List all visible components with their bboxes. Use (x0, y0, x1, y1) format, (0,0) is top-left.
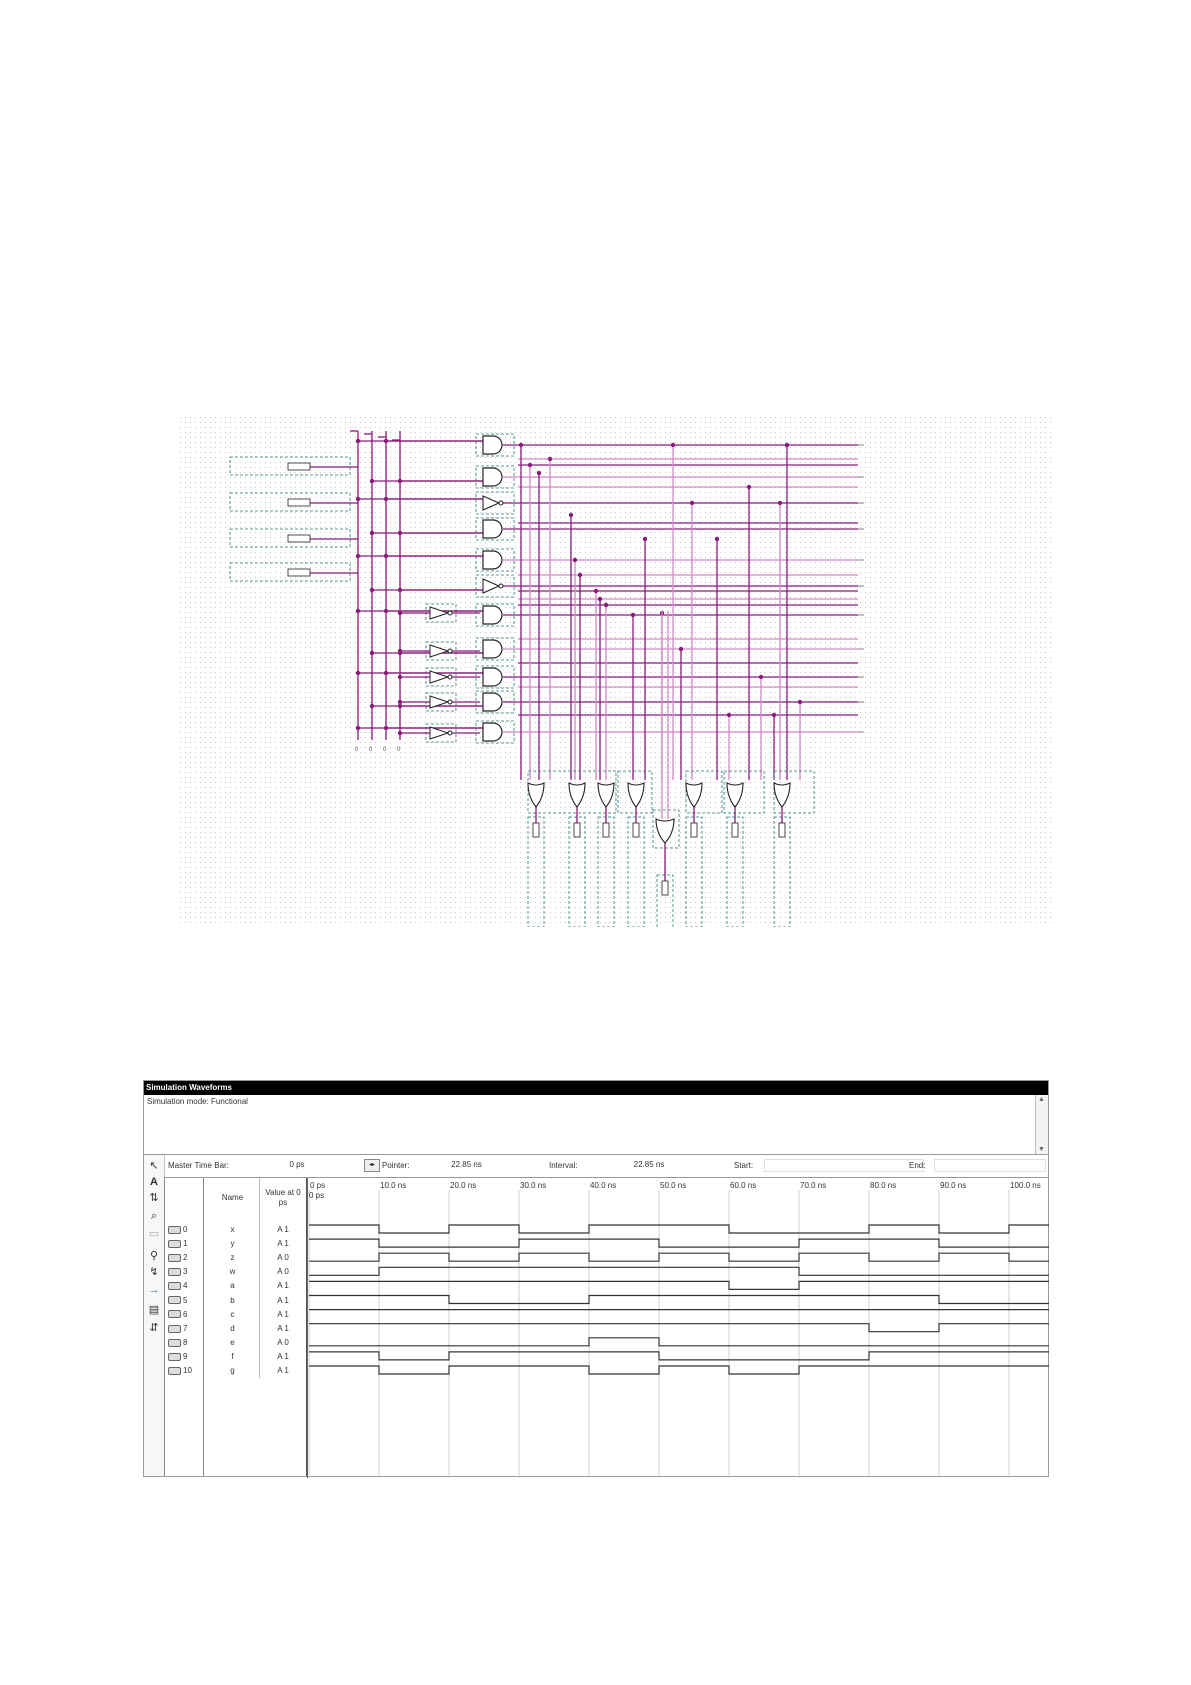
inversion-bubble-icon (448, 700, 452, 704)
junction-dot (578, 573, 582, 577)
signal-index: 2 (183, 1253, 188, 1263)
inversion-bubble-icon (448, 611, 452, 615)
circuit-schematic (178, 415, 1054, 927)
scroll-up-icon[interactable]: ▲ (1038, 1096, 1045, 1103)
time-tick-label: 60.0 ns (730, 1181, 757, 1190)
signal-row-id[interactable] (168, 1322, 204, 1336)
end-label: End: (909, 1161, 926, 1170)
junction-dot (747, 485, 751, 489)
inversion-bubble-icon (448, 675, 452, 679)
selection-tool-icon[interactable]: ↖ (149, 1160, 159, 1172)
input-node-icon (168, 1226, 181, 1234)
time-tick-label: 50.0 ns (660, 1181, 687, 1190)
insert-node-icon[interactable]: ▤ (148, 1304, 160, 1316)
junction-dot (537, 471, 541, 475)
find-icon[interactable]: ⚲ (149, 1250, 159, 1262)
junction-dot (679, 647, 683, 651)
input-node-icon (168, 1282, 181, 1290)
output-pin-icon (574, 823, 580, 837)
time-tick-label: 90.0 ns (940, 1181, 967, 1190)
junction-dot (594, 589, 598, 593)
junction-dot (778, 501, 782, 505)
signal-name[interactable]: d (230, 1323, 235, 1333)
time-tick-label: 40.0 ns (590, 1181, 617, 1190)
input-node-icon (168, 1310, 181, 1318)
junction-dot (528, 463, 532, 467)
signal-value: A 1 (277, 1309, 289, 1319)
junction-dot (715, 537, 719, 541)
junction-dot (398, 704, 402, 708)
interval-value: 22.85 ns (594, 1159, 704, 1172)
signal-name[interactable]: b (230, 1295, 235, 1305)
waveform-d (309, 1324, 1049, 1332)
junction-dot (772, 713, 776, 717)
scroll-down-icon[interactable]: ▼ (1038, 1146, 1045, 1153)
junction-dot (398, 651, 402, 655)
waveform-edit-icon[interactable]: ⇅ (149, 1192, 159, 1204)
junction-dot (356, 554, 360, 558)
signal-value: A 1 (277, 1351, 289, 1361)
time-tick-label: 100.0 ns (1010, 1181, 1041, 1190)
and-gate-icon (483, 551, 502, 569)
assign-value-icon[interactable]: → (148, 1284, 160, 1296)
junction-dot (384, 497, 388, 501)
interval-label: Interval: (549, 1161, 578, 1170)
input-node-icon (168, 1353, 181, 1361)
simulation-waveforms-window (143, 1080, 1049, 1477)
inversion-bubble-icon (499, 501, 503, 505)
waveform-e (309, 1338, 1049, 1346)
signal-row-id[interactable] (168, 1279, 204, 1293)
signal-name[interactable]: x (230, 1225, 235, 1234)
signal-index: 8 (183, 1337, 188, 1347)
pointer-label: Pointer: (382, 1161, 410, 1170)
and-gate-icon (483, 520, 502, 538)
waveform-g (309, 1366, 1049, 1374)
window-title: Simulation Waveforms (144, 1081, 1048, 1095)
junction-dot (370, 651, 374, 655)
and-gate-icon (483, 668, 502, 686)
signal-value: A 1 (277, 1239, 289, 1249)
junction-dot (370, 704, 374, 708)
junction-dot (631, 613, 635, 617)
signal-value: A 0 (277, 1267, 289, 1277)
signal-name[interactable]: f (231, 1351, 234, 1361)
origin-time-label: 0 ps (309, 1191, 325, 1200)
full-screen-icon[interactable]: ▭ (148, 1228, 160, 1240)
toolbar-divider (164, 1178, 165, 1476)
input-bus-label: 0 (355, 747, 359, 753)
time-tick-label: 10.0 ns (380, 1181, 407, 1190)
junction-dot (356, 439, 360, 443)
time-tick-label: 0 ps (310, 1181, 326, 1190)
signal-name[interactable]: c (230, 1309, 235, 1319)
waveform-gridlines (307, 1178, 1009, 1478)
junction-dot (356, 497, 360, 501)
and-gate-icon (483, 640, 502, 658)
waveform-w (309, 1267, 1049, 1275)
output-pin-icon (779, 823, 785, 837)
waveform-y (309, 1239, 1049, 1247)
zoom-tool-icon[interactable]: ⌕ (150, 1210, 158, 1222)
junction-dot (398, 731, 402, 735)
signal-index: 3 (183, 1267, 188, 1277)
text-tool-icon[interactable]: A (150, 1176, 158, 1188)
junction-dot (398, 700, 402, 704)
output-pin-icon (662, 881, 668, 895)
and-gate-icon (483, 468, 502, 486)
junction-dot (548, 457, 552, 461)
signal-value: A 1 (277, 1281, 289, 1291)
signal-name[interactable]: a (230, 1281, 235, 1291)
time-scale (310, 1181, 1041, 1190)
signal-index: 4 (183, 1281, 188, 1291)
value-column-header[interactable]: Value at 0 ps (265, 1187, 301, 1207)
signal-index: 6 (183, 1309, 188, 1319)
junction-dot (398, 479, 402, 483)
signal-value: A 0 (277, 1337, 289, 1347)
and-gate-icon (483, 436, 502, 454)
signal-row-id[interactable] (168, 1237, 204, 1251)
junction-dot (519, 443, 523, 447)
time-tick-label: 20.0 ns (450, 1181, 477, 1190)
master-time-bar-value[interactable]: 0 ps (232, 1159, 362, 1172)
input-pin-icon (288, 463, 310, 470)
junction-dot (398, 531, 402, 535)
name-column-header[interactable]: Name (221, 1193, 244, 1202)
signal-index: 5 (183, 1295, 188, 1305)
time-tick-label: 30.0 ns (520, 1181, 547, 1190)
time-tick-label: 80.0 ns (870, 1181, 897, 1190)
signal-name[interactable]: y (230, 1239, 235, 1249)
input-node-icon (168, 1254, 181, 1262)
input-node-icon (168, 1296, 181, 1304)
signal-value: A 1 (277, 1366, 289, 1375)
output-pin-icon (691, 823, 697, 837)
signal-value: A 0 (277, 1253, 289, 1263)
junction-dot (370, 588, 374, 592)
signal-row-id[interactable] (168, 1308, 204, 1322)
junction-dot (798, 700, 802, 704)
junction-dot (598, 597, 602, 601)
signal-row-id[interactable] (168, 1336, 204, 1350)
signal-index: 7 (183, 1323, 188, 1333)
signal-value: A 1 (277, 1323, 289, 1333)
replace-icon[interactable]: ↯ (149, 1266, 159, 1278)
junction-dot (727, 713, 731, 717)
junction-dot (384, 439, 388, 443)
junction-dot (569, 513, 573, 517)
junction-dot (384, 554, 388, 558)
junction-dot (671, 443, 675, 447)
junction-dot (384, 726, 388, 730)
junction-dot (384, 671, 388, 675)
signal-row-id[interactable] (168, 1294, 204, 1308)
signal-name[interactable]: g (230, 1366, 235, 1375)
junction-dot (356, 609, 360, 613)
input-node-icon (168, 1325, 181, 1333)
start-label: Start: (734, 1161, 754, 1170)
signal-row-id[interactable] (168, 1223, 204, 1237)
signal-value: A 1 (277, 1225, 289, 1234)
waveform-a (309, 1281, 1049, 1289)
input-pin-icon (288, 535, 310, 542)
waveform-plot[interactable] (307, 1178, 1049, 1478)
time-bar-spinner[interactable]: ◂▸ (364, 1159, 380, 1172)
schematic-canvas (178, 415, 1054, 927)
junction-dot (759, 675, 763, 679)
signal-value: A 1 (277, 1295, 289, 1305)
sort-icon[interactable]: ⇵ (149, 1322, 159, 1334)
junction-dot (398, 675, 402, 679)
waveform-f (309, 1352, 1049, 1360)
message-pane (144, 1095, 1048, 1155)
master-time-bar-label: Master Time Bar: (168, 1161, 229, 1170)
and-gate-icon (483, 723, 502, 741)
junction-dot (370, 531, 374, 535)
waveform-x (309, 1225, 1049, 1233)
waveform-traces (309, 1225, 1049, 1374)
output-pin-icon (633, 823, 639, 837)
output-pin-icon (533, 823, 539, 837)
junction-dot (604, 603, 608, 607)
simulation-mode-text: Simulation mode: Functional (147, 1097, 248, 1106)
inversion-bubble-icon (499, 584, 503, 588)
time-bar (164, 1158, 1048, 1174)
input-bus-label: 0 (397, 747, 401, 753)
junction-dot (643, 537, 647, 541)
input-node-icon (168, 1367, 181, 1375)
and-gate-icon (483, 693, 502, 711)
signal-row-id[interactable] (168, 1350, 204, 1364)
signal-row-id[interactable] (168, 1364, 204, 1378)
inversion-bubble-icon (448, 731, 452, 735)
input-pin-icon (288, 569, 310, 576)
input-pin-icon (288, 499, 310, 506)
message-scrollbar[interactable] (1035, 1095, 1048, 1154)
inversion-bubble-icon (448, 649, 452, 653)
signal-index: 10 (183, 1366, 192, 1375)
signal-name[interactable]: w (229, 1267, 236, 1277)
input-bus-label: 0 (383, 747, 387, 753)
output-pin-icon (603, 823, 609, 837)
junction-dot (370, 479, 374, 483)
and-gate-icon (483, 606, 502, 624)
junction-dot (398, 588, 402, 592)
pointer-value: 22.85 ns (414, 1159, 519, 1172)
input-node-icon (168, 1339, 181, 1347)
waveform-toolbar (144, 1155, 165, 1476)
waveform-z (309, 1253, 1049, 1261)
output-pin-icon (732, 823, 738, 837)
signal-row-id[interactable] (168, 1251, 204, 1265)
input-bus-label: 0 (369, 747, 373, 753)
junction-dot (384, 609, 388, 613)
junction-dot (356, 726, 360, 730)
junction-dot (573, 558, 577, 562)
signal-index: 9 (183, 1351, 188, 1361)
signal-row-id[interactable] (168, 1265, 204, 1279)
signal-index: 0 (183, 1225, 188, 1234)
start-value (764, 1159, 924, 1172)
input-node-icon (168, 1240, 181, 1248)
junction-dot (356, 671, 360, 675)
junction-dot (785, 443, 789, 447)
junction-dot (690, 501, 694, 505)
signal-name[interactable]: e (230, 1337, 235, 1347)
grid-background (178, 415, 1054, 927)
input-node-icon (168, 1268, 181, 1276)
end-value (934, 1159, 1046, 1172)
signal-index: 1 (183, 1239, 188, 1249)
signal-name[interactable]: z (230, 1253, 235, 1263)
time-tick-label: 70.0 ns (800, 1181, 827, 1190)
waveform-b (309, 1296, 1049, 1304)
